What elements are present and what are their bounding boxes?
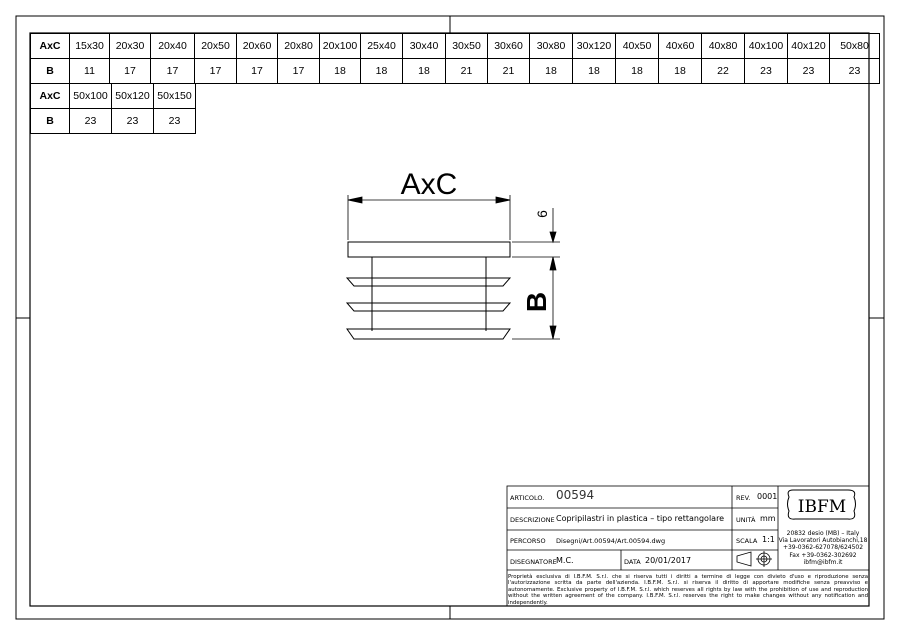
size-axc-cell: 40x100 (745, 34, 788, 59)
size-b-cell: 17 (151, 59, 195, 84)
size-b-cell: 18 (659, 59, 702, 84)
size-axc-cell: 30x120 (573, 34, 616, 59)
address-line: Fax +39-0362-302692 (789, 551, 857, 559)
data-value: 20/01/2017 (645, 556, 692, 565)
size-b-cell: 18 (616, 59, 659, 84)
size-b-cell: 23 (745, 59, 788, 84)
arrow-left (348, 197, 362, 203)
size-axc-cell: 30x50 (446, 34, 488, 59)
rev-label: REV. (736, 494, 751, 502)
size-b-cell: 18 (320, 59, 361, 84)
row-header-axc: AxC (31, 34, 70, 59)
size-table-continued (30, 83, 196, 134)
articolo-label: ARTICOLO. (510, 494, 545, 502)
arrow-b-top (550, 257, 556, 270)
size-axc-cell: 50x120 (112, 84, 154, 109)
size-axc-cell: 25x40 (361, 34, 403, 59)
size-b-cell: 18 (530, 59, 573, 84)
address-line: 20832 desio (MB) – Italy (786, 530, 860, 537)
row-header-b: B (31, 109, 70, 134)
label-axc: AxC (400, 168, 458, 201)
descrizione-label: DESCRIZIONE (510, 516, 555, 524)
size-axc-cell: 40x60 (659, 34, 702, 59)
arrow-b-bottom (550, 326, 556, 339)
disegnatore-value: M.C. (556, 556, 574, 565)
percorso-value: Disegni/Art.00594/Art.00594.dwg (556, 537, 666, 545)
company-address (778, 530, 868, 566)
size-axc-cell: 20x100 (320, 34, 361, 59)
size-axc-cell: 30x80 (530, 34, 573, 59)
size-axc-cell: 20x50 (195, 34, 237, 59)
size-axc-cell: 40x50 (616, 34, 659, 59)
label-b: B (521, 291, 552, 313)
size-axc-cell: 20x40 (151, 34, 195, 59)
size-b-cell: 17 (110, 59, 151, 84)
size-b-cell: 17 (278, 59, 320, 84)
arrow-six (550, 232, 556, 242)
size-b-cell: 21 (488, 59, 530, 84)
unita-value: mm (760, 514, 776, 523)
size-b-cell: 18 (403, 59, 446, 84)
articolo-value: 00594 (556, 488, 595, 502)
rev-value: 0001 (757, 492, 778, 501)
size-axc-cell: 20x80 (278, 34, 320, 59)
size-b-cell: 17 (237, 59, 278, 84)
size-axc-cell: 50x150 (154, 84, 196, 109)
label-six: 6 (534, 210, 550, 218)
row-header-b: B (31, 59, 70, 84)
size-b-cell: 22 (702, 59, 745, 84)
size-axc-cell: 20x60 (237, 34, 278, 59)
size-axc-cell: 30x60 (488, 34, 530, 59)
dimension-b (512, 208, 560, 339)
percorso-label: PERCORSO (510, 537, 546, 545)
size-axc-cell: 15x30 (70, 34, 110, 59)
part-drawing (347, 242, 510, 339)
ownership-note: Proprietà esclusiva di I.B.F.M. S.r.l. che si riserva tutti i diritti a termine di legge con divieto d'uso e riproduzione senza l'autorizzazione scritta da parte dell'azienda. I.B.F.M. S.r.l. si riserva il diritto di apportare modifiche senza preavviso e autonomamente. Exclusive property of I.B.F.M. S.r.l. which reserves all rights by law with the prohibition of use and reproduction without the written agreement of the company. I.B.F.M. S.r.l. reserves the right to make changes without any notification and independently. (508, 574, 868, 606)
size-table (30, 33, 880, 84)
scala-value: 1:1 (762, 535, 775, 544)
size-axc-cell: 20x30 (110, 34, 151, 59)
size-axc-cell: 50x100 (70, 84, 112, 109)
size-b-cell: 21 (446, 59, 488, 84)
logo-text: IBFM (797, 497, 847, 517)
dimension-axc (348, 195, 510, 240)
size-axc-cell: 40x120 (788, 34, 830, 59)
size-b-cell: 23 (70, 109, 112, 134)
projection-symbol-icon (737, 551, 772, 567)
address-line: +39-0362-627078/624502 (782, 544, 864, 552)
disegnatore-label: DISEGNATORE (510, 558, 557, 566)
row-header-axc: AxC (31, 84, 70, 109)
cap-head (348, 242, 510, 257)
size-b-cell: 23 (154, 109, 196, 134)
size-axc-cell: 50x80 (830, 34, 880, 59)
size-b-cell: 23 (112, 109, 154, 134)
size-b-cell: 18 (361, 59, 403, 84)
size-b-cell: 17 (195, 59, 237, 84)
data-label: DATA (624, 558, 641, 566)
address-line: Via Lavoratori Autobianchi,18 (778, 537, 868, 545)
size-axc-cell: 30x40 (403, 34, 446, 59)
size-b-cell: 23 (788, 59, 830, 84)
arrow-right (496, 197, 510, 203)
size-b-cell: 23 (830, 59, 880, 84)
address-line: ibfm@ibfm.it (803, 558, 843, 566)
unita-label: UNITÀ (736, 516, 756, 524)
scala-label: SCALA (736, 537, 758, 545)
size-b-cell: 18 (573, 59, 616, 84)
descrizione-value: Copripilastri in plastica – tipo rettangolare (556, 514, 725, 523)
size-axc-cell: 40x80 (702, 34, 745, 59)
size-b-cell: 11 (70, 59, 110, 84)
